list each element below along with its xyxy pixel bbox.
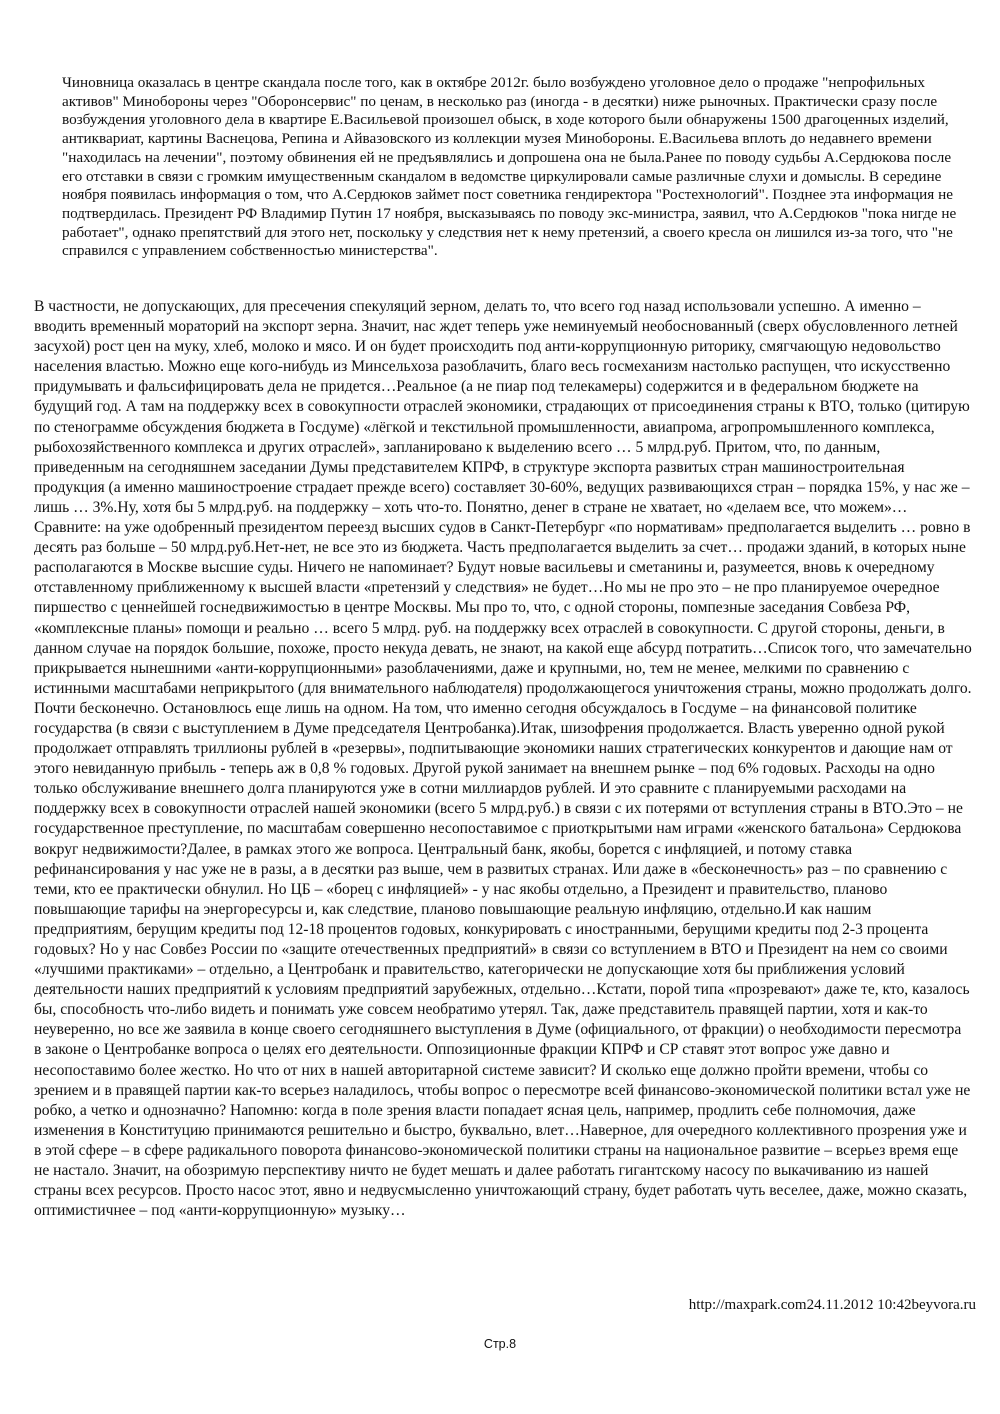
source-line: http://maxpark.com24.11.2012 10:42beyvora.ru [688, 1297, 976, 1313]
page-number: Стр.8 [483, 1337, 517, 1351]
paragraph-intro: Чиновница оказалась в центре скандала после того, как в октябре 2012г. было возбуждено уголовное дело о продаже "непрофильных активов" Минобороны через "Оборонсервис" по ценам, в несколько раз (иногда - в десятки) ниже рыночных. Практически сразу после возбуждения уголовного дела в квартире Е.Васильевой произошел обыск, в ходе которого были обнаружены 1500 драгоценных изделий, антиквариат, картины Васнецова, Репина и Айвазовского из коллекции музея Минобороны. Е.Васильева вплоть до недавнего времени "находилась на лечении", поэтому обвинения ей не предъявлялись и допрошена она не была.Ранее по поводу судьбы А.Сердюкова после его отставки в связи с громким имущественным скандалом в ведомстве циркулировали самые различные слухи и домыслы. В середине ноября появилась информация о том, что А.Сердюков займет пост советника гендиректора "Ростехнологий". Позднее эта информация не подтвердилась. Президент РФ Владимир Путин 17 ноября, высказываясь по поводу экс-министра, заявил, что А.Сердюков "пока нигде не работает", однако препятствий для этого нет, поскольку у следствия нет к нему претензий, а своего кресла он лишился из-за того, что "не справился с управлением собственностью министерства". [62, 74, 957, 260]
paragraph-main: В частности, не допускающих, для пресечения спекуляций зерном, делать то, что всего год назад использовали успешно. А именно – вводить временный мораторий на экспорт зерна. Значит, нас ждет теперь уже неминуемый необоснованный (сверх обусловленного летней засухой) рост цен на муку, хлеб, молоко и мясо. И он будет происходить под анти-коррупционную риторику, смягчающую недовольство населения властью. Можно еще кого-нибудь из Минсельхоза разоблачить, благо весь госмеханизм настолько распущен, что искусственно придумывать и фальсифицировать дела не придется…Реальное (а не пиар под телекамеры) содержится и в федеральном бюджете на будущий год. А там на поддержку всех в совокупности отраслей экономики, страдающих от присоединения страны к ВТО, только (цитирую по стенограмме обсуждения бюджета в Госдуме) «лёгкой и текстильной промышленности, авиапрома, агропромышленного комплекса, рыбохозяйственного комплекса и других отраслей», запланировано к выделению всего … 5 млрд.руб. Притом, что, по данным, приведенным на сегодняшнем заседании Думы представителем КПРФ, в структуре экспорта развитых стран машиностроительная продукция (а именно машиностроение страдает прежде всего) составляет 30-60%, ведущих развивающихся стран – порядка 15%, у нас же – лишь … 3%.Ну, хотя бы 5 млрд.руб. на поддержку – хоть что-то. Понятно, денег в стране не хватает, но «делаем все, что можем»… Сравните: на уже одобренный президентом переезд высших судов в Санкт-Петербург «по нормативам» предполагается выделить … ровно в десять раз больше – 50 млрд.руб.Нет-нет, не все это из бюджета. Часть предполагается выделить за счет… продажи зданий, в которых ныне располагаются в Москве высшие суды. Ничего не напоминает? Будут новые васильевы и сметанины и, разумеется, вновь к очередному отставленному приближенному к высшей власти «претензий у следствия» не будет…Но мы не про это – не про планируемое очередное пиршество с ценнейшей госнедвижимостью в центре Москвы. Мы про то, что, с одной стороны, помпезные заседания Совбеза РФ, «комплексные планы» помощи и реально … всего 5 млрд. руб. на поддержку всех отраслей в совокупности. С другой стороны, деньги, в данном случае на порядок большие, похоже, просто некуда девать, не знают, на какой еще абсурд потратить…Список того, что замечательно прикрывается нынешними «анти-коррупционными» разоблачениями, даже и крупными, но, тем не менее, мелкими по сравнению с истинными масштабами неприкрытого (для внимательного наблюдателя) продолжающегося уничтожения страны, можно продолжать долго. Почти бесконечно. Остановлюсь еще лишь на одном. На том, что именно сегодня обсуждалось в Госдуме – на финансовой политике государства (в связи с выступлением в Думе председателя Центробанка).Итак, шизофрения продолжается. Власть уверенно одной рукой продолжает отправлять триллионы рублей в «резервы», подпитывающие экономики наших стратегических конкурентов и дающие нам от этого невиданную прибыль - теперь аж в 0,8 % годовых. Другой рукой занимает на внешнем рынке – под 6% годовых. Расходы на одно только обслуживание внешнего долга планируются уже в сотни миллиардов рублей. И это сравните с планируемыми расходами на поддержку всех в совокупности отраслей нашей экономики (всего 5 млрд.руб.) в связи с их потерями от вступления страны в ВТО.Это – не государственное преступление, по масштабам совершенно несопоставимое с приоткрытыми нам играми «женского батальона» Сердюкова вокруг недвижимости?Далее, в рамках этого же вопроса. Центральный банк, якобы, борется с инфляцией, и потому ставка рефинансирования у нас уже не в разы, а в десятки раз выше, чем в развитых странах. Или даже в «бесконечность» раз – по сравнению с теми, кто ее практически обнулил. Но ЦБ – «борец с инфляцией» - у нас якобы отдельно, а Президент и правительство, планово повышающие тарифы на энергоресурсы и, как следствие, планово повышающие реальную инфляцию, отдельно.И как нашим предприятиям, берущим кредиты под 12-18 процентов годовых, конкурировать с иностранными, берущими кредиты под 2-3 процента годовых? Но у нас Совбез России по «защите отечественных предприятий» в связи со вступлением в ВТО и Президент на нем со своими «лучшими практиками» – отдельно, а Центробанк и правительство, категорически не допускающие хотя бы приближения условий деятельности наших предприятий к условиям предприятий зарубежных, отдельно…Кстати, порой типа «прозревают» даже те, кто, казалось бы, способность что-либо видеть и понимать уже совсем необратимо утерял. Так, даже представитель правящей партии, хотя и как-то неуверенно, но все же заявила в конце своего сегодняшнего выступления в Думе (официального, от фракции) о необходимости пересмотра в законе о Центробанке вопроса о целях его деятельности. Оппозиционные фракции КПРФ и СР ставят этот вопрос уже давно и несопоставимо более жестко. Но что от них в нашей авторитарной системе зависит? И сколько еще должно пройти времени, чтобы со зрением и в правящей партии как-то всерьез наладилось, чтобы вопрос о пересмотре всей финансово-экономической политики встал уже не робко, а четко и однозначно? Напомню: когда в поле зрения власти попадает ясная цель, например, продлить себе полномочия, даже изменения в Конституцию принимаются решительно и быстро, буквально, влет…Наверное, для очередного коллективного прозрения уже и в этой сфере – в сфере радикального поворота финансово-экономической политики страны на национальное развитие – всерьез время еще не настало. Значит, на обозримую перспективу ничто не будет мешать и далее работать гигантскому насосу по выкачиванию из нашей страны всех ресурсов. Просто насос этот, явно и недвусмысленно уничтожающий страну, будет работать чуть веселее, даже, можно сказать, оптимистичнее – под «анти-коррупционную» музыку… [34, 298, 972, 1220]
